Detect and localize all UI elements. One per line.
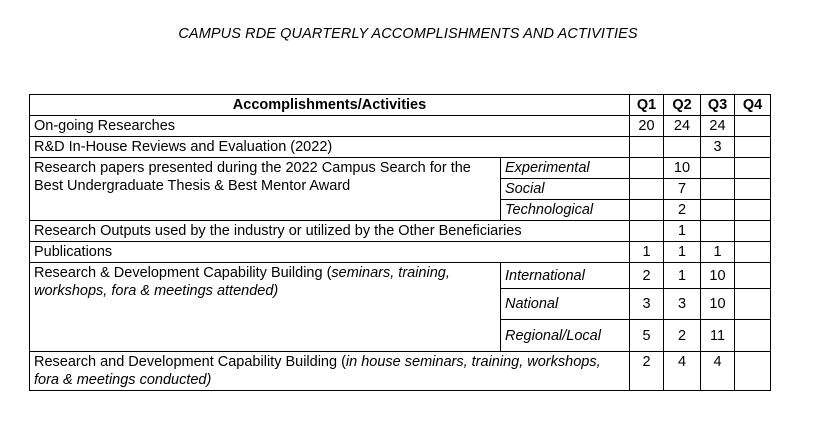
outputs-label: Research Outputs used by the industry or utilized by the Other Beneficiaries bbox=[30, 221, 630, 242]
rd-inhouse-q2 bbox=[664, 137, 701, 158]
capability-regional-q1: 5 bbox=[630, 320, 664, 352]
rd-inhouse-q4 bbox=[735, 137, 771, 158]
rd-inhouse-label: R&D In-House Reviews and Evaluation (2022) bbox=[30, 137, 630, 158]
capability-regional-q4 bbox=[735, 320, 771, 352]
conducted-label-prefix: Research and Development Capability Building ( bbox=[34, 354, 346, 370]
papers-experimental-q4 bbox=[735, 158, 771, 179]
capability-international-label: International bbox=[501, 263, 630, 289]
rd-inhouse-q3: 3 bbox=[701, 137, 735, 158]
papers-experimental-q2: 10 bbox=[664, 158, 701, 179]
outputs-q3 bbox=[701, 221, 735, 242]
papers-experimental-label: Experimental bbox=[501, 158, 630, 179]
capability-regional-q3: 11 bbox=[701, 320, 735, 352]
q1-header: Q1 bbox=[630, 95, 664, 116]
conducted-q2: 4 bbox=[664, 352, 701, 391]
publications-q1: 1 bbox=[630, 242, 664, 263]
papers-social-label: Social bbox=[501, 179, 630, 200]
ongoing-q3: 24 bbox=[701, 116, 735, 137]
conducted-label bbox=[30, 352, 630, 391]
capability-international-q1: 2 bbox=[630, 263, 664, 289]
capability-national-q3: 10 bbox=[701, 289, 735, 320]
capability-national-q2: 3 bbox=[664, 289, 701, 320]
capability-regional-label: Regional/Local bbox=[501, 320, 630, 352]
capability-regional-q2: 2 bbox=[664, 320, 701, 352]
table-row bbox=[30, 221, 771, 242]
papers-technological-label: Technological bbox=[501, 200, 630, 221]
papers-technological-q4 bbox=[735, 200, 771, 221]
ongoing-q1: 20 bbox=[630, 116, 664, 137]
papers-social-q1 bbox=[630, 179, 664, 200]
papers-social-q2: 7 bbox=[664, 179, 701, 200]
table-row bbox=[30, 352, 771, 391]
capability-international-q2: 1 bbox=[664, 263, 701, 289]
publications-q3: 1 bbox=[701, 242, 735, 263]
papers-experimental-q1 bbox=[630, 158, 664, 179]
conducted-q3: 4 bbox=[701, 352, 735, 391]
q2-header: Q2 bbox=[664, 95, 701, 116]
publications-q4 bbox=[735, 242, 771, 263]
publications-label: Publications bbox=[30, 242, 630, 263]
capability-label bbox=[30, 263, 501, 352]
papers-technological-q3 bbox=[701, 200, 735, 221]
table-row bbox=[30, 242, 771, 263]
papers-technological-q1 bbox=[630, 200, 664, 221]
conducted-q4 bbox=[735, 352, 771, 391]
outputs-q2: 1 bbox=[664, 221, 701, 242]
q3-header: Q3 bbox=[701, 95, 735, 116]
table-row bbox=[30, 263, 771, 289]
capability-label-italic: seminars, training, workshops, fora & meetings attended) bbox=[34, 265, 450, 299]
activities-header: Accomplishments/Activities bbox=[30, 95, 630, 116]
q4-header: Q4 bbox=[735, 95, 771, 116]
capability-label-prefix: Research & Development Capability Building ( bbox=[34, 265, 332, 281]
capability-national-label: National bbox=[501, 289, 630, 320]
capability-international-q4 bbox=[735, 263, 771, 289]
ongoing-q4 bbox=[735, 116, 771, 137]
outputs-q4 bbox=[735, 221, 771, 242]
papers-technological-q2: 2 bbox=[664, 200, 701, 221]
ongoing-label: On-going Researches bbox=[30, 116, 630, 137]
publications-q2: 1 bbox=[664, 242, 701, 263]
capability-national-q1: 3 bbox=[630, 289, 664, 320]
table-row bbox=[30, 158, 771, 179]
table-row bbox=[30, 137, 771, 158]
papers-social-q3 bbox=[701, 179, 735, 200]
outputs-q1 bbox=[630, 221, 664, 242]
capability-national-q4 bbox=[735, 289, 771, 320]
page-title: CAMPUS RDE QUARTERLY ACCOMPLISHMENTS AND ACTIVITIES bbox=[178, 26, 638, 42]
papers-social-q4 bbox=[735, 179, 771, 200]
capability-international-q3: 10 bbox=[701, 263, 735, 289]
table-header-row bbox=[30, 95, 771, 116]
ongoing-q2: 24 bbox=[664, 116, 701, 137]
papers-label: Research papers presented during the 2022 Campus Search for the Best Undergraduate Thesis & Best Mentor Award bbox=[30, 158, 501, 221]
papers-experimental-q3 bbox=[701, 158, 735, 179]
conducted-label-italic: in house seminars, training, workshops, fora & meetings conducted) bbox=[34, 354, 601, 388]
rd-inhouse-q1 bbox=[630, 137, 664, 158]
accomplishments-table bbox=[29, 94, 771, 391]
table-row bbox=[30, 116, 771, 137]
conducted-q1: 2 bbox=[630, 352, 664, 391]
